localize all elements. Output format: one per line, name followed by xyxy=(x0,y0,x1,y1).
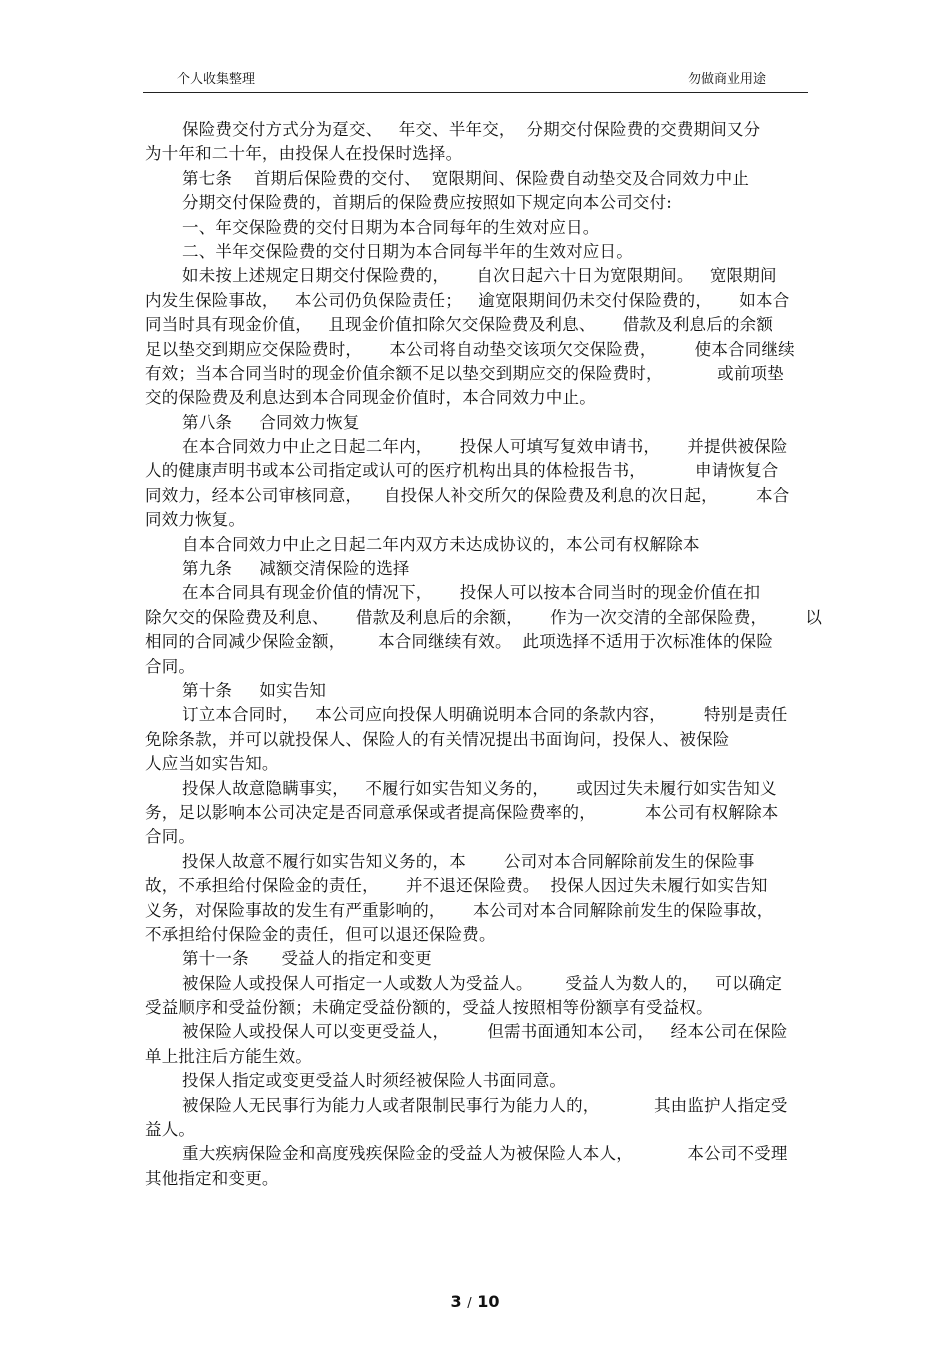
text-line: 务，足以影响本公司决定是否同意承保或者提高保险费率的， 本公司有权解除本 xyxy=(145,802,779,822)
text-line: 为十年和二十年，由投保人在投保时选择。 xyxy=(145,144,463,164)
current-page: 3 xyxy=(450,1292,462,1311)
text-line: 第十条 如实告知 xyxy=(182,680,327,700)
text-line: 分期交付保险费的，首期后的保险费应按照如下规定向本公司交付: xyxy=(182,193,673,213)
text-line: 同当时具有现金价值， 且现金价值扣除欠交保险费及利息、 借款及利息后的余额 xyxy=(145,315,774,335)
text-line: 保险费交付方式分为趸交、 年交、半年交， 分期交付保险费的交费期间又分 xyxy=(182,120,761,139)
text-line: 同效力，经本公司审核同意， 自投保人补交所欠的保险费及利息的次日起， 本合 xyxy=(145,485,790,505)
text-line: 有效；当本合同当时的现金价值余额不足以垫交到期应交的保险费时， 或前项垫 xyxy=(145,363,784,383)
text-line: 被保险人或投保人可指定一人或数人为受益人。 受益人为数人的， 可以确定 xyxy=(182,973,783,993)
text-line: 其他指定和变更。 xyxy=(145,1168,279,1188)
page-header xyxy=(143,62,808,93)
text-line: 单上批注后方能生效。 xyxy=(145,1046,312,1066)
page-number xyxy=(0,1292,950,1311)
text-line: 故，不承担给付保险金的责任， 并不退还保险费。 投保人因过失未履行如实告知 xyxy=(145,876,768,896)
text-line: 投保人指定或变更受益人时须经被保险人书面同意。 xyxy=(182,1071,567,1091)
text-line: 合同。 xyxy=(145,827,196,847)
text-line: 内发生保险事故， 本公司仍负保险责任； 逾宽限期间仍未交付保险费的， 如本合 xyxy=(145,290,790,310)
text-line: 一、年交保险费的交付日期为本合同每年的生效对应日。 xyxy=(182,217,600,237)
text-line: 被保险人无民事行为能力人或者限制民事行为能力人的， 其由监护人指定受 xyxy=(182,1095,788,1115)
header-left-text: 个人收集整理 xyxy=(177,72,256,87)
text-line: 订立本合同时， 本公司应向投保人明确说明本合同的条款内容， 特别是责任 xyxy=(182,705,788,725)
text-line: 在本合同效力中止之日起二年内， 投保人可填写复效申请书， 并提供被保险 xyxy=(182,437,788,457)
text-line: 免除条款，并可以就投保人、保险人的有关情况提出书面询问，投保人、被保险 xyxy=(145,729,730,749)
text-line: 人的健康声明书或本公司指定或认可的医疗机构出具的体检报告书， 申请恢复合 xyxy=(145,461,779,481)
text-line: 重大疾病保险金和高度残疾保险金的受益人为被保险人本人， 本公司不受理 xyxy=(182,1144,788,1164)
text-line: 在本合同具有现金价值的情况下， 投保人可以按本合同当时的现金价值在扣 xyxy=(182,583,761,603)
header-right-text: 勿做商业用途 xyxy=(687,72,766,87)
text-line: 投保人故意隐瞒事实， 不履行如实告知义务的， 或因过失未履行如实告知义 xyxy=(182,778,777,798)
text-line: 相同的合同减少保险金额， 本合同继续有效。 此项选择不适用于次标准体的保险 xyxy=(145,632,774,652)
page-separator: / xyxy=(467,1296,472,1311)
text-line: 足以垫交到期应交保险费时， 本公司将自动垫交该项欠交保险费， 使本合同继续 xyxy=(145,339,795,359)
text-line: 第八条 合同效力恢复 xyxy=(182,412,360,432)
text-line: 二、半年交保险费的交付日期为本合同每半年的生效对应日。 xyxy=(182,241,633,261)
text-line: 交的保险费及利息达到本合同现金价值时，本合同效力中止。 xyxy=(145,388,596,408)
document-body xyxy=(145,118,823,1191)
text-line: 同效力恢复。 xyxy=(145,510,246,530)
total-pages: 10 xyxy=(477,1292,500,1311)
text-line: 投保人故意不履行如实告知义务的，本 公司对本合同解除前发生的保险事 xyxy=(182,851,755,871)
text-line: 合同。 xyxy=(145,656,196,676)
text-line: 除欠交的保险费及利息、 借款及利息后的余额， 作为一次交清的全部保险费， 以 xyxy=(145,607,823,627)
text-line: 如未按上述规定日期交付保险费的， 自次日起六十日为宽限期间。 宽限期间 xyxy=(182,266,777,286)
text-line: 第十一条 受益人的指定和变更 xyxy=(182,949,432,969)
text-line: 自本合同效力中止之日起二年内双方未达成协议的，本公司有权解除本 xyxy=(182,534,700,554)
text-line: 受益顺序和受益份额；未确定受益份额的，受益人按照相等份额享有受益权。 xyxy=(145,998,713,1018)
text-line: 被保险人或投保人可以变更受益人， 但需书面通知本公司， 经本公司在保险 xyxy=(182,1022,788,1042)
text-line: 义务，对保险事故的发生有严重影响的， 本公司对本合同解除前发生的保险事故， xyxy=(145,900,774,920)
text-line: 第九条 减额交清保险的选择 xyxy=(182,559,410,579)
text-line: 益人。 xyxy=(145,1120,196,1140)
text-line: 第七条 首期后保险费的交付、 宽限期间、保险费自动垫交及合同效力中止 xyxy=(182,168,750,188)
text-line: 不承担给付保险金的责任，但可以退还保险费。 xyxy=(145,924,496,944)
text-line: 人应当如实告知。 xyxy=(145,754,279,774)
